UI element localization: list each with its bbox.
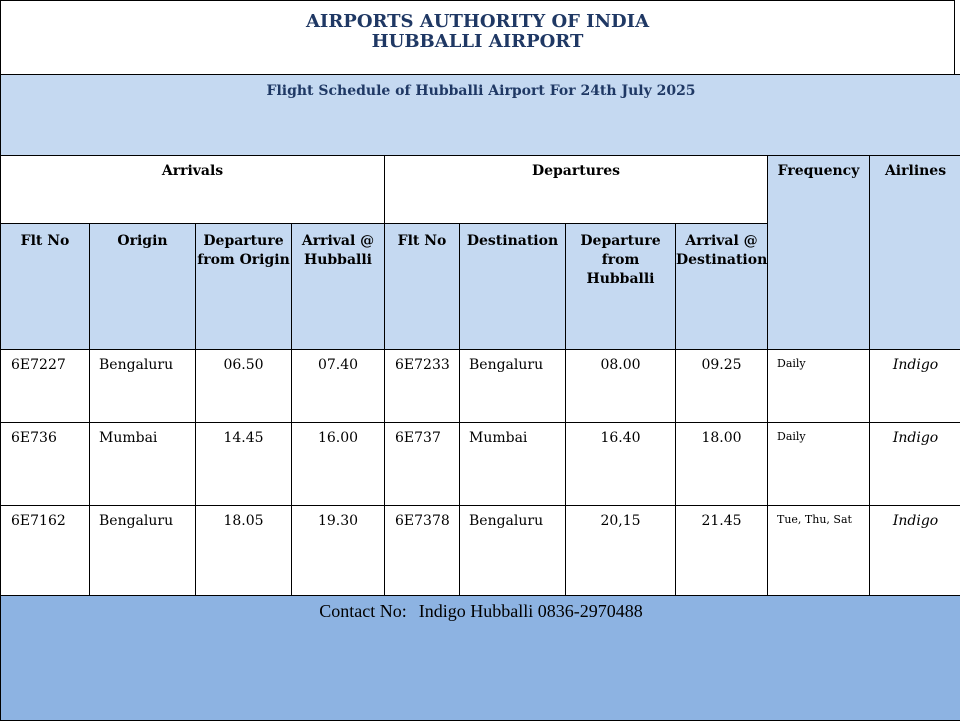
destination: Mumbai [460,423,566,506]
frequency: Daily [768,423,870,506]
airport-title: HUBBALLI AIRPORT [1,32,954,52]
airline: Indigo [870,350,960,423]
arr-flt-no: 6E736 [1,423,90,506]
col-origin: Origin [90,224,196,350]
arr-at-hubballi: 19.30 [292,506,385,596]
dep-from-origin: 06.50 [196,350,292,423]
org-title: AIRPORTS AUTHORITY OF INDIA [1,1,954,32]
col-arr-at-hubballi: Arrival @ Hubballi [292,224,385,350]
origin: Bengaluru [90,350,196,423]
table-row [1,350,960,423]
airline: Indigo [870,423,960,506]
col-destination: Destination [460,224,566,350]
dep-from-origin: 14.45 [196,423,292,506]
contact-info [1,596,960,721]
table-row [1,423,960,506]
arr-at-destination: 21.45 [676,506,768,596]
arr-at-hubballi: 07.40 [292,350,385,423]
origin: Mumbai [90,423,196,506]
col-arr-flt-no: Flt No [1,224,90,350]
dep-from-hubballi: 20,15 [566,506,676,596]
arr-at-destination: 18.00 [676,423,768,506]
arr-at-hubballi: 16.00 [292,423,385,506]
destination: Bengaluru [460,350,566,423]
col-arr-at-destination: Arrival @ Destination [676,224,768,350]
frequency-header: Frequency [768,156,870,350]
dep-from-hubballi: 16.40 [566,423,676,506]
origin: Bengaluru [90,506,196,596]
dep-flt-no: 6E737 [385,423,460,506]
col-dep-from-hubballi: Departure from Hubballi [566,224,676,350]
arr-flt-no: 6E7227 [1,350,90,423]
dep-from-hubballi: 08.00 [566,350,676,423]
contact-value: Indigo Hubballi 0836-2970488 [419,601,643,621]
contact-label: Contact No: [319,601,407,621]
schedule-title-row [1,75,960,156]
group-header-row [1,156,960,224]
frequency: Daily [768,350,870,423]
schedule-title: Flight Schedule of Hubballi Airport For 24th July 2025 [1,75,960,156]
flight-schedule-table [0,74,960,721]
arrivals-header: Arrivals [1,156,385,224]
dep-flt-no: 6E7233 [385,350,460,423]
frequency: Tue, Thu, Sat [768,506,870,596]
departures-header: Departures [385,156,768,224]
airline: Indigo [870,506,960,596]
contact-row [1,596,960,721]
airlines-header: Airlines [870,156,960,350]
table-row [1,506,960,596]
dep-flt-no: 6E7378 [385,506,460,596]
col-dep-from-origin: Departure from Origin [196,224,292,350]
arr-at-destination: 09.25 [676,350,768,423]
destination: Bengaluru [460,506,566,596]
dep-from-origin: 18.05 [196,506,292,596]
col-dep-flt-no: Flt No [385,224,460,350]
header-box [0,0,955,74]
arr-flt-no: 6E7162 [1,506,90,596]
